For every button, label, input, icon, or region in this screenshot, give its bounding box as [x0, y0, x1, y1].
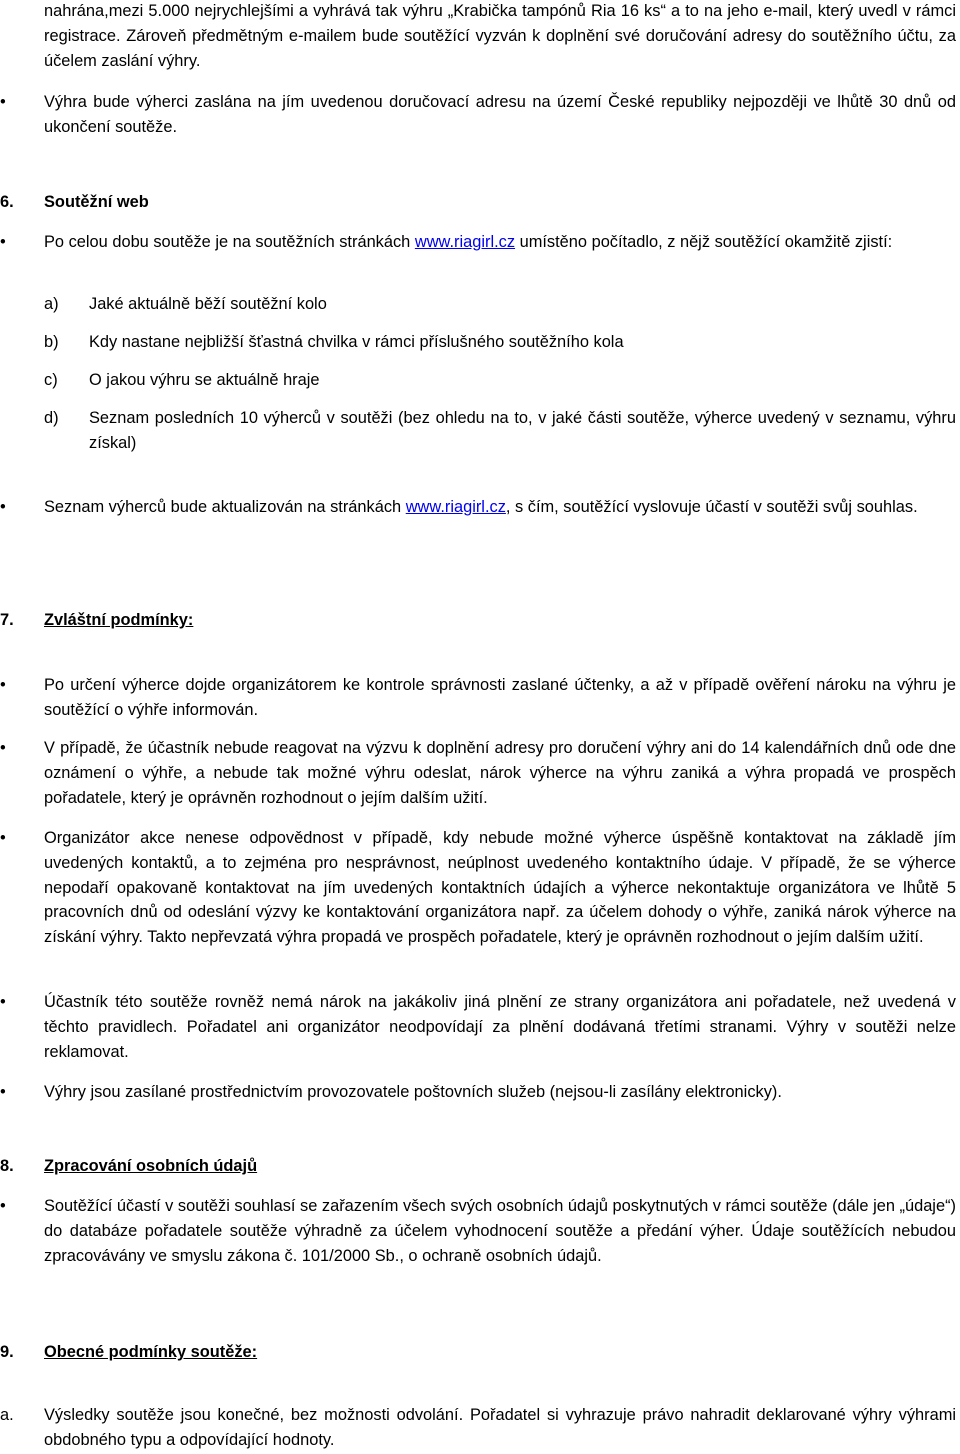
list-label: d)	[44, 409, 59, 427]
section-title: Zvláštní podmínky:	[44, 611, 194, 629]
list-label: a)	[44, 295, 59, 313]
bullet-text: Účastník této soutěže rovněž nemá nárok na jakákoliv jiná plnění ze strany organizátora ani pořadatele, než uvedená v těchto pravidlech. Pořadatel ani organizátor neodpovídají za plnění dodávaná třetími stranami. Výhry v soutěži nelze reklamovat.	[44, 993, 956, 1061]
section-number: 6.	[0, 193, 14, 211]
list-text: Výsledky soutěže jsou konečné, bez možnosti odvolání. Pořadatel si vyhrazuje právo nahradit deklarované výhry výhrami obdobného typu a odpovídající hodnoty.	[44, 1406, 956, 1449]
bullet-text: Po určení výherce dojde organizátorem ke kontrole správnosti zaslané účtenky, a až v případě ověření nároku na výhru je soutěžící o výhře informován.	[44, 676, 956, 719]
text-run: Seznam výherců bude aktualizován na stránkách	[44, 498, 406, 516]
bullet-glyph: •	[0, 739, 6, 757]
text-run: Po celou dobu soutěže je na soutěžních stránkách	[44, 233, 415, 251]
bullet-glyph: •	[0, 676, 6, 694]
website-link[interactable]: www.riagirl.cz	[414, 233, 516, 251]
website-link[interactable]: www.riagirl.cz	[405, 498, 506, 516]
text-run: , s čím, soutěžící vyslovuje účastí v soutěži svůj souhlas.	[505, 498, 918, 516]
section-title: Soutěžní web	[44, 193, 149, 211]
text-run: umístěno počítadlo, z nějž soutěžící okamžitě zjistí:	[515, 233, 893, 251]
section-title: Obecné podmínky soutěže:	[44, 1343, 258, 1361]
list-text: Seznam posledních 10 výherců v soutěži (bez ohledu na to, v jaké části soutěže, výherce uvedený v seznamu, výhru získal)	[89, 409, 956, 452]
list-label: b)	[44, 333, 59, 351]
bullet-glyph: •	[0, 93, 6, 111]
bullet-glyph: •	[0, 829, 6, 847]
bullet-text	[44, 495, 956, 520]
bullet-glyph: •	[0, 498, 6, 516]
bullet-text: Soutěžící účastí v soutěži souhlasí se zařazením všech svých osobních údajů poskytnutých v rámci soutěže (dále jen „údaje“) do databáze pořadatele soutěže výhradně za účelem vyhodnocení soutěže a předání výher. Údaje soutěžících nebudou zpracovávány ve smyslu zákona č. 101/2000 Sb., o ochraně osobních údajů.	[44, 1197, 956, 1265]
list-label: a.	[0, 1406, 14, 1424]
bullet-glyph: •	[0, 1197, 6, 1215]
list-text: O jakou výhru se aktuálně hraje	[89, 371, 320, 389]
section-title: Zpracování osobních údajů	[44, 1157, 258, 1175]
list-label: c)	[44, 371, 58, 389]
section-number: 8.	[0, 1157, 14, 1175]
bullet-glyph: •	[0, 1083, 6, 1101]
bullet-glyph: •	[0, 233, 6, 251]
bullet-text: Výhry jsou zasílané prostřednictvím provozovatele poštovních služeb (nejsou-li zasílány elektronicky).	[44, 1083, 782, 1101]
list-text: Jaké aktuálně běží soutěžní kolo	[89, 295, 327, 313]
bullet-text	[44, 230, 956, 255]
intro-paragraph: nahrána,mezi 5.000 nejrychlejšími a vyhrává tak výhru „Krabička tampónů Ria 16 ks“ a to na jeho e-mail, který uvedl v rámci registrace. Zároveň předmětným e-mailem bude soutěžící vyzván k doplnění své doručování adresy do soutěžního účtu, za účelem zaslání výhry.	[44, 2, 956, 70]
section-number: 7.	[0, 611, 14, 629]
bullet-text: Výhra bude výherci zaslána na jím uvedenou doručovací adresu na území České republiky nejpozději ve lhůtě 30 dnů od ukončení soutěže.	[44, 93, 956, 136]
bullet-text: Organizátor akce nenese odpovědnost v případě, kdy nebude možné výherce úspěšně kontaktovat na základě jím uvedených kontaktů, a to zejména pro nesprávnost, neúplnost uvedeného kontaktního údaje. V případě, že se výherce nepodaří opakovaně kontaktovat na jím uvedených kontaktních údajích a výherce nekontaktuje organizátora ve lhůtě 5 pracovních dnů od odeslání výzvy ke kontaktování organizátora např. za účelem dohody o výhře, zaniká nárok výherce na získání výhry. Takto nepřevzatá výhra propadá ve prospěch pořadatele, který je oprávněn rozhodnout o jejím dalším užití.	[44, 829, 956, 947]
section-number: 9.	[0, 1343, 14, 1361]
bullet-text: V případě, že účastník nebude reagovat na výzvu k doplnění adresy pro doručení výhry ani do 14 kalendářních dnů ode dne oznámení o výhře, a nebude tak možné výhru odeslat, nárok výherce na výhru zaniká a výhra propadá ve prospěch pořadatele, který je oprávněn rozhodnout o jejím dalším užití.	[44, 739, 956, 807]
bullet-glyph: •	[0, 993, 6, 1011]
list-text: Kdy nastane nejbližší šťastná chvilka v rámci příslušného soutěžního kola	[89, 333, 624, 351]
